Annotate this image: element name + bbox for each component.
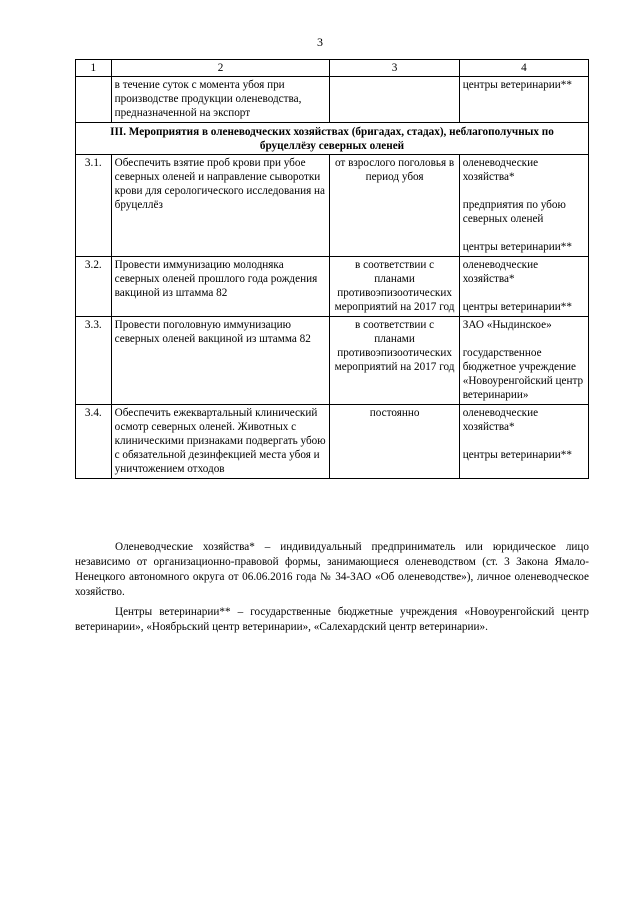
table-row-continuation — [76, 77, 589, 123]
row-action: в течение суток с момента убоя при производстве продукции оленеводства, предназначенной на экспорт — [111, 77, 330, 123]
measures-table — [75, 59, 589, 479]
table-row — [76, 405, 589, 479]
table-row — [76, 155, 589, 257]
row-term: в соответствии с планами противоэпизоотических мероприятий на 2017 год — [330, 317, 459, 405]
row-executor: оленеводческие хозяйства* центры ветеринарии** — [459, 257, 588, 317]
row-action: Обеспечить взятие проб крови при убое северных оленей и направление сыворотки крови для серологического исследования на бруцеллёз — [111, 155, 330, 257]
section-title: III. Мероприятия в оленеводческих хозяйствах (бригадах, стадах), неблагополучных по бруцеллёзу северных оленей — [76, 123, 589, 155]
row-action: Провести поголовную иммунизацию северных оленей вакциной из штамма 82 — [111, 317, 330, 405]
row-executor: оленеводческие хозяйства* предприятия по убою северных оленей центры ветеринарии** — [459, 155, 588, 257]
row-term: в соответствии с планами противоэпизоотических мероприятий на 2017 год — [330, 257, 459, 317]
row-number: 3.4. — [76, 405, 112, 479]
footnotes — [75, 540, 589, 640]
row-executor: центры ветеринарии** — [459, 77, 588, 123]
row-term: постоянно — [330, 405, 459, 479]
header-col-1: 1 — [76, 60, 112, 77]
section-header-row — [76, 123, 589, 155]
row-term: от взрослого поголовья в период убоя — [330, 155, 459, 257]
header-col-3: 3 — [330, 60, 459, 77]
row-executor: оленеводческие хозяйства* центры ветеринарии** — [459, 405, 588, 479]
table-header-row — [76, 60, 589, 77]
row-number: 3.3. — [76, 317, 112, 405]
row-number: 3.2. — [76, 257, 112, 317]
row-action: Обеспечить ежеквартальный клинический осмотр северных оленей. Животных с клиническими признаками подвергать убою с обязательной дезинфекцией места убоя и уничтожением отходов — [111, 405, 330, 479]
row-action: Провести иммунизацию молодняка северных оленей прошлого года рождения вакциной из штамма 82 — [111, 257, 330, 317]
row-number — [76, 77, 112, 123]
header-col-4: 4 — [459, 60, 588, 77]
row-executor: ЗАО «Ныдинское» государственное бюджетное учреждение «Новоуренгойский центр ветеринарии» — [459, 317, 588, 405]
footnote-farms: Оленеводческие хозяйства* – индивидуальный предприниматель или юридическое лицо независимо от организационно-правовой формы, занимающиеся оленеводством (ст. 3 Закона Ямало-Ненецкого автономного округа от 06.06.2016 года № 34-ЗАО «Об оленеводстве»), личное оленеводческое хозяйство. — [75, 541, 589, 598]
row-term — [330, 77, 459, 123]
table-row — [76, 317, 589, 405]
table-row — [76, 257, 589, 317]
header-col-2: 2 — [111, 60, 330, 77]
page-number: 3 — [317, 35, 323, 49]
row-number: 3.1. — [76, 155, 112, 257]
footnote-vet-centers: Центры ветеринарии** – государственные бюджетные учреждения «Новоуренгойский центр ветеринарии», «Ноябрьский центр ветеринарии», «Салехардский центр ветеринарии». — [75, 606, 589, 633]
